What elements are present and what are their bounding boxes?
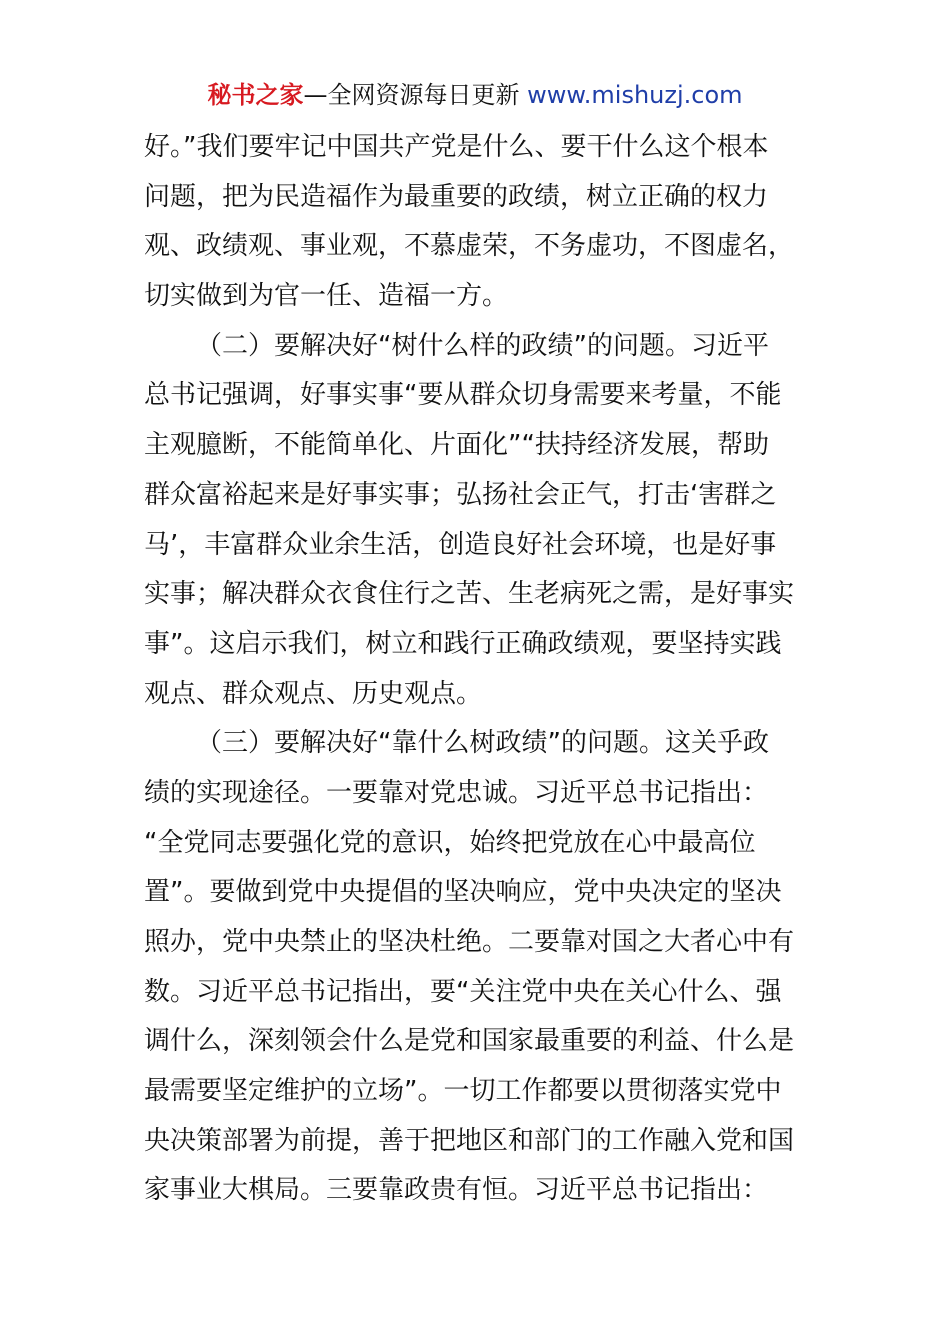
text-line: 数。习近平总书记指出，要“关注党中央在关心什么、强: [144, 976, 782, 1007]
site-brand: 秘书之家: [207, 81, 304, 109]
text-line: 绩的实现途径。一要靠对党忠诚。习近平总书记指出：: [144, 777, 769, 808]
text-line: 观点、群众观点、历史观点。: [144, 678, 483, 709]
site-header: [0, 80, 950, 110]
text-line: 主观臆断，不能简单化、片面化”“扶持经济发展，帮助: [144, 430, 769, 461]
text-line: 央决策部署为前提，善于把地区和部门的工作融入党和国: [144, 1125, 795, 1156]
text-line: 事”。这启示我们，树立和践行正确政绩观，要坚持实践: [144, 628, 782, 659]
text-line: 马’，丰富群众业余生活，创造良好社会环境，也是好事: [144, 529, 777, 560]
text-line: 最需要坚定维护的立场”。一切工作都要以贯彻落实党中: [144, 1076, 782, 1107]
paragraph-start-line: （三）要解决好“靠什么树政绩”的问题。这关乎政: [196, 728, 769, 759]
site-tagline: —全网资源每日更新: [303, 81, 528, 109]
document-body: [144, 123, 808, 1216]
text-line: 家事业大棋局。三要靠政贵有恒。习近平总书记指出：: [144, 1175, 769, 1206]
text-line: “全党同志要强化党的意识，始终把党放在心中最高位: [144, 827, 756, 858]
text-line: 群众富裕起来是好事实事；弘扬社会正气，打击‘害群之: [144, 479, 777, 510]
text-line: 问题，把为民造福作为最重要的政绩，树立正确的权力: [144, 181, 769, 212]
text-line: 照办，党中央禁止的坚决杜绝。二要靠对国之大者心中有: [144, 927, 795, 957]
paragraph-start-line: （二）要解决好“树什么样的政绩”的问题。习近平: [196, 330, 769, 361]
site-url-link[interactable]: www.mishuzj.com: [527, 81, 743, 109]
text-line: 实事；解决群众衣食住行之苦、生老病死之需，是好事实: [144, 579, 795, 610]
text-line: 总书记强调，好事实事“要从群众切身需要来考量，不能: [144, 380, 782, 411]
text-line: 切实做到为官一任、造福一方。: [144, 281, 509, 312]
text-line: 好。”我们要牢记中国共产党是什么、要干什么这个根本: [144, 132, 769, 162]
text-line: 观、政绩观、事业观，不慕虚荣，不务虚功，不图虚名，: [144, 231, 795, 262]
text-line: 置”。要做到党中央提倡的坚决响应，党中央决定的坚决: [144, 877, 782, 908]
text-line: 调什么，深刻领会什么是党和国家最重要的利益、什么是: [144, 1026, 795, 1057]
